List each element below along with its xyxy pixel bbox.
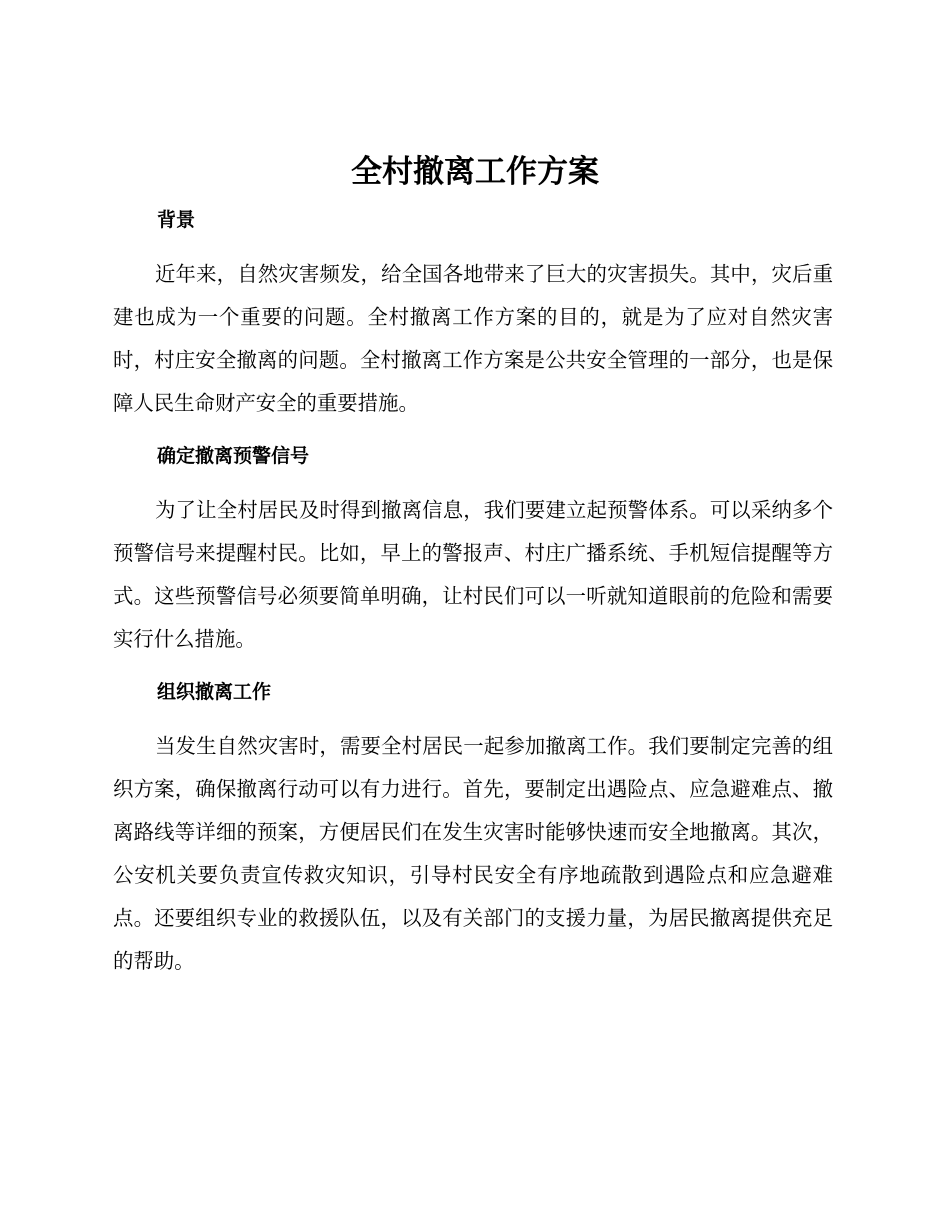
document-title: 全村撤离工作方案: [351, 154, 599, 190]
section-heading-background: 背景: [157, 209, 196, 231]
section-body-warning-signals: 为了让全村居民及时得到撤离信息，我们要建立起预警体系。可以采纳多个预警信号来提醒村民。比如，早上的警报声、村庄广播系统、手机短信提醒等方式。这些预警信号必须要简单明确，让村民们可以一听就知道眼前的危险和需要实行什么措施。: [113, 498, 833, 651]
section-heading-organize-evacuation: 组织撤离工作: [157, 681, 272, 703]
section-body-organize-evacuation: 当发生自然灾害时，需要全村居民一起参加撤离工作。我们要制定完善的组织方案，确保撤离行动可以有力进行。首先，要制定出遇险点、应急避难点、撤离路线等详细的预案，方便居民们在发生灾害时能够快速而安全地撤离。其次，公安机关要负责宣传救灾知识，引导村民安全有序地疏散到遇险点和应急避难点。还要组织专业的救援队伍，以及有关部门的支援力量，为居民撤离提供充足的帮助。: [113, 734, 833, 973]
section-heading-warning-signals: 确定撤离预警信号: [157, 445, 310, 467]
section-body-background: 近年来，自然灾害频发，给全国各地带来了巨大的灾害损失。其中，灾后重建也成为一个重要的问题。全村撤离工作方案的目的，就是为了应对自然灾害时，村庄安全撤离的问题。全村撤离工作方案是公共安全管理的一部分，也是保障人民生命财产安全的重要措施。: [113, 262, 833, 415]
